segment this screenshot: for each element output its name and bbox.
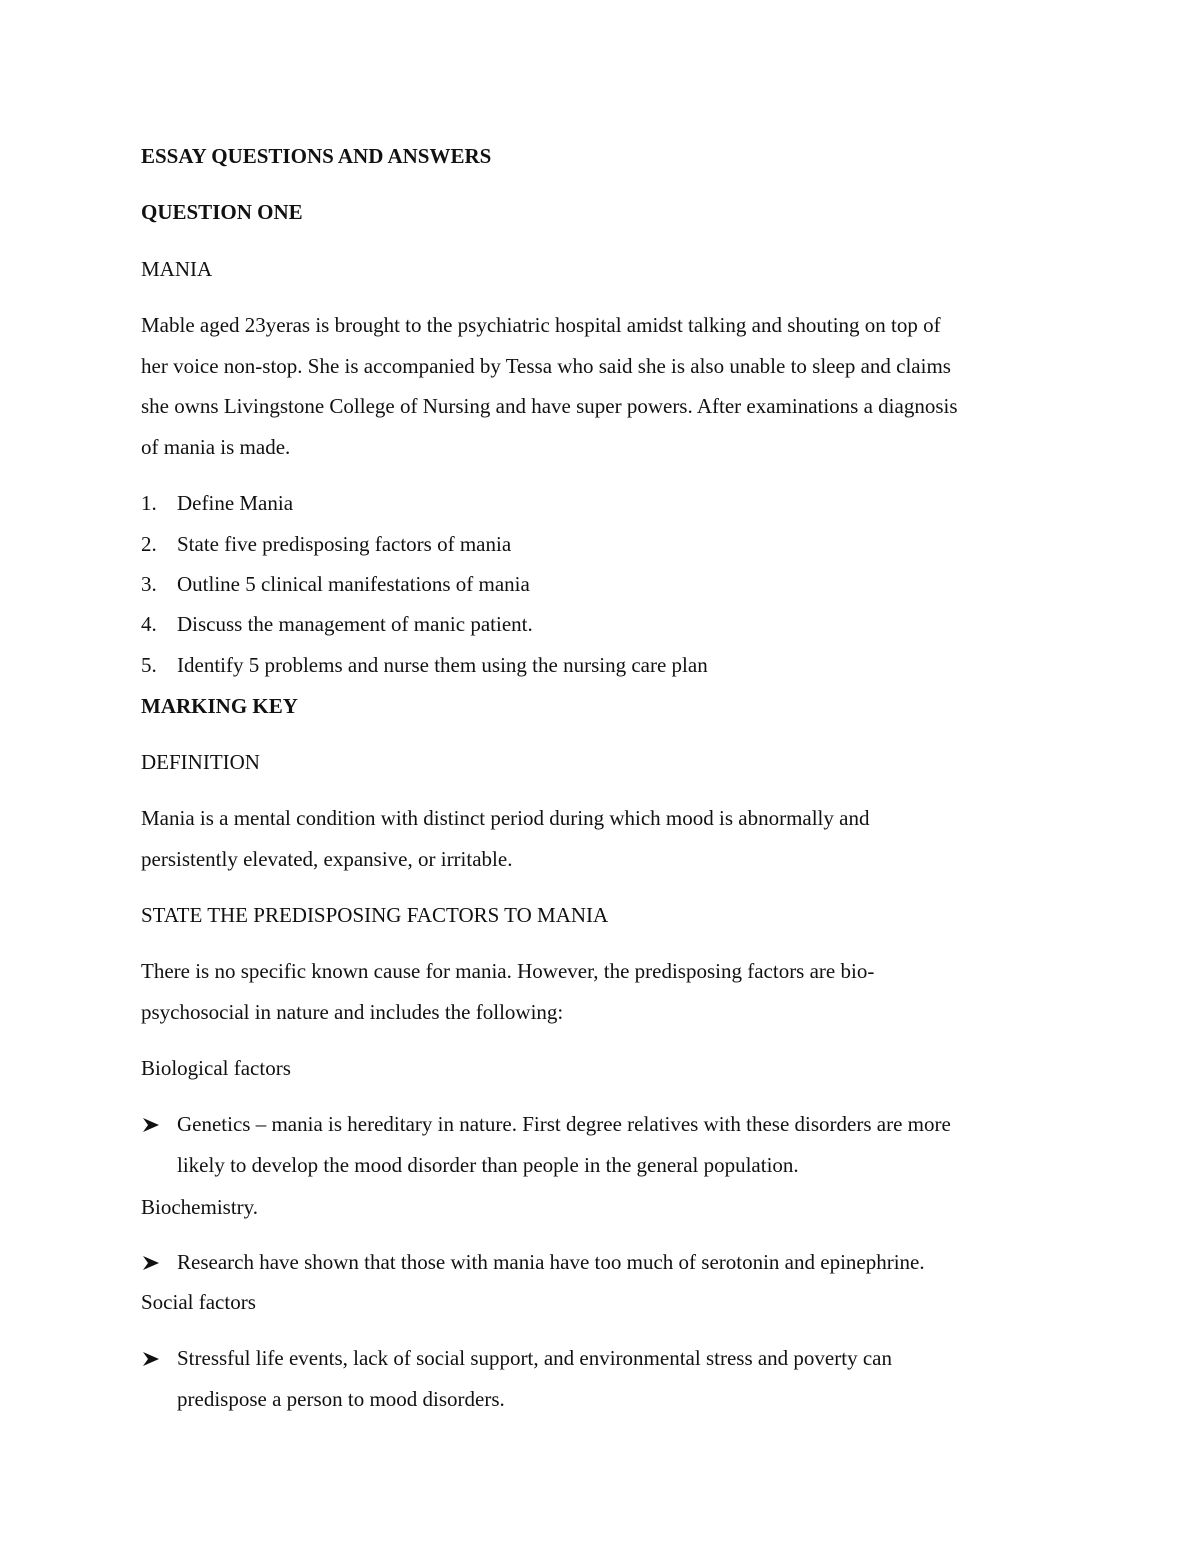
biological-title: Biological factors	[141, 1056, 291, 1080]
social-line: predispose a person to mood disorders.	[177, 1387, 505, 1411]
question-number: 2.	[141, 532, 157, 556]
genetics-line: likely to develop the mood disorder than people in the general population.	[177, 1153, 799, 1177]
arrow-bullet-icon	[141, 1251, 163, 1275]
definition-title: DEFINITION	[141, 750, 260, 774]
factors-title: STATE THE PREDISPOSING FACTORS TO MANIA	[141, 903, 609, 927]
question-number: 3.	[141, 572, 157, 596]
arrow-bullet-icon	[141, 1347, 163, 1371]
biochemistry-title: Biochemistry.	[141, 1195, 259, 1219]
marking-key-title: MARKING KEY	[141, 694, 298, 718]
scenario-line: of mania is made.	[141, 435, 291, 459]
social-line: Stressful life events, lack of social support, and environmental stress and poverty can	[177, 1346, 892, 1370]
scenario-line: Mable aged 23yeras is brought to the psychiatric hospital amidst talking and shouting on top of	[141, 313, 941, 337]
question-title: QUESTION ONE	[141, 200, 303, 224]
document-heading: ESSAY QUESTIONS AND ANSWERS	[141, 144, 492, 168]
scenario-line: her voice non-stop. She is accompanied by Tessa who said she is also unable to sleep and claims	[141, 354, 951, 378]
topic-title: MANIA	[141, 257, 213, 281]
genetics-line: Genetics – mania is hereditary in nature. First degree relatives with these disorders are more	[177, 1112, 951, 1136]
question-number: 4.	[141, 612, 157, 636]
question-text: Outline 5 clinical manifestations of mania	[177, 572, 530, 596]
question-number: 5.	[141, 653, 157, 677]
question-text: Identify 5 problems and nurse them using the nursing care plan	[177, 653, 708, 677]
question-text: Define Mania	[177, 491, 294, 515]
research-line: Research have shown that those with mania have too much of serotonin and epinephrine.	[177, 1250, 925, 1274]
question-text: State five predisposing factors of mania	[177, 532, 512, 556]
factors-intro-line: There is no specific known cause for mania. However, the predisposing factors are bio-	[141, 959, 875, 983]
question-text: Discuss the management of manic patient.	[177, 612, 533, 636]
question-number: 1.	[141, 491, 157, 515]
definition-line: Mania is a mental condition with distinct period during which mood is abnormally and	[141, 806, 870, 830]
definition-line: persistently elevated, expansive, or irritable.	[141, 847, 513, 871]
scenario-line: she owns Livingstone College of Nursing and have super powers. After examinations a diagnosis	[141, 394, 958, 418]
factors-intro-line: psychosocial in nature and includes the following:	[141, 1000, 564, 1024]
social-title: Social factors	[141, 1290, 256, 1314]
arrow-bullet-icon	[141, 1113, 163, 1137]
